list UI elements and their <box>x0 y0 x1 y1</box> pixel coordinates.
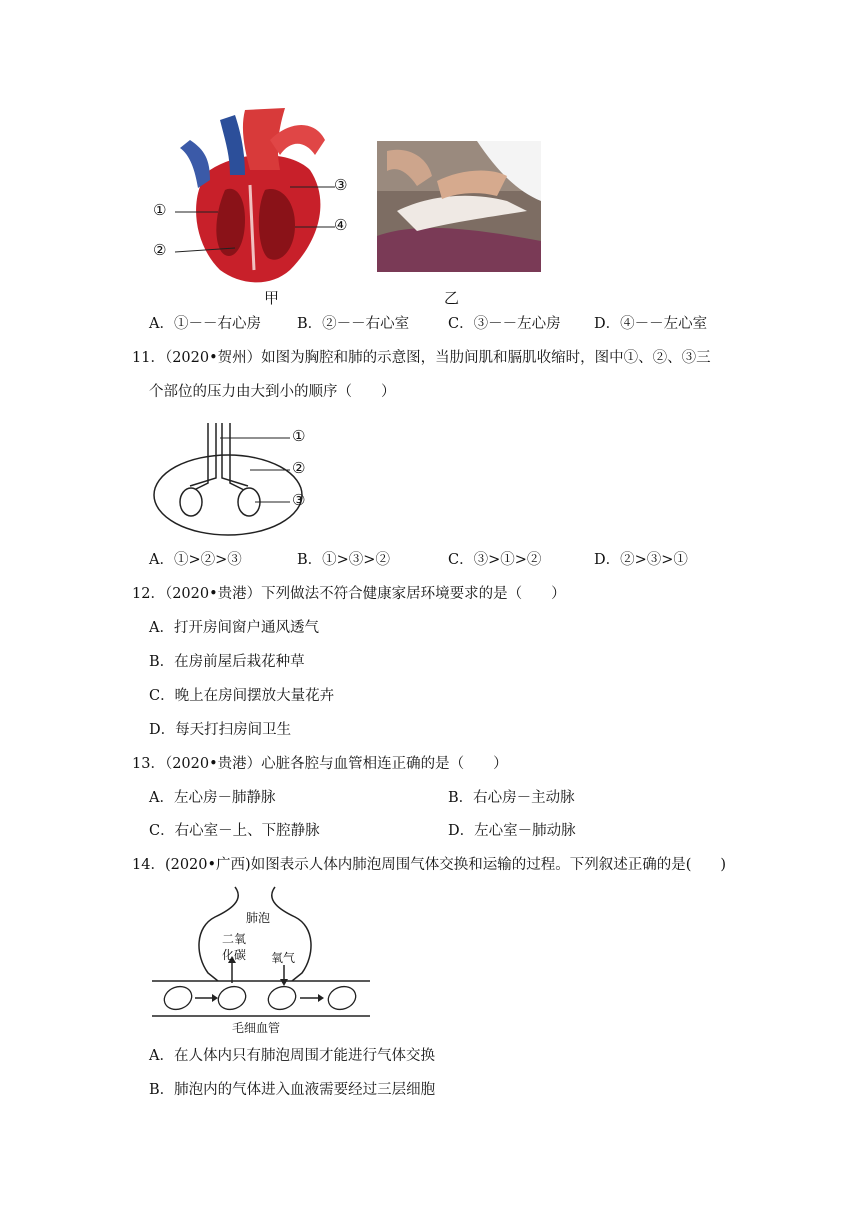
figure-caption-yi: 乙 <box>444 289 460 307</box>
alveolus-label: 肺泡 <box>246 911 271 925</box>
co2-label-line1: 二氧 <box>222 932 247 946</box>
heart-figure <box>150 100 360 290</box>
q13-option-b: B．右心房－主动脉 <box>448 790 575 806</box>
q11-option-b: B．①>③>② <box>297 552 390 568</box>
alveolus-figure <box>150 885 372 1037</box>
q11-option-d: D．②>③>① <box>594 552 688 568</box>
pulse-photo <box>377 141 541 272</box>
q12-option-a: A．打开房间窗户通风透气 <box>149 620 319 636</box>
q11-option-c: C．③>①>② <box>448 552 542 568</box>
q13-stem: 13．（2020•贵港）心脏各腔与血管相连正确的是（ ） <box>132 756 508 772</box>
q13-option-d: D．左心室－肺动脉 <box>448 823 576 839</box>
q10-option-a: A．①－－右心房 <box>149 316 261 332</box>
q14-stem: 14．(2020•广西)如图表示人体内肺泡周围气体交换和运输的过程。下列叙述正确的是( ) <box>132 857 727 873</box>
q10-option-d: D．④－－左心室 <box>594 316 708 332</box>
q13-option-c: C．右心室－上、下腔静脉 <box>149 823 320 839</box>
chest-label-1: ① <box>292 427 306 445</box>
oxygen-label: 氧气 <box>271 951 296 965</box>
heart-label-3: ③ <box>334 176 348 194</box>
capillary-label: 毛细血管 <box>232 1021 281 1035</box>
heart-label-2: ② <box>153 241 167 259</box>
q14-option-b: B．肺泡内的气体进入血液需要经过三层细胞 <box>149 1082 436 1098</box>
chest-label-3: ③ <box>292 491 306 509</box>
heart-diagram-svg <box>150 100 360 290</box>
q10-option-c: C．③－－左心房 <box>448 316 561 332</box>
q11-option-a: A．①>②>③ <box>149 552 242 568</box>
alveolus-svg <box>150 885 372 1037</box>
q11-stem-line2: 个部位的压力由大到小的顺序（ ） <box>149 384 396 400</box>
q10-option-b: B．②－－右心室 <box>297 316 410 332</box>
q12-option-c: C．晚上在房间摆放大量花卉 <box>149 688 335 704</box>
q11-stem-line1: 11．（2020•贺州）如图为胸腔和肺的示意图，当肋间肌和膈肌收缩时，图中①、②、③三 <box>132 350 711 366</box>
co2-label-line2: 化碳 <box>222 948 247 962</box>
chest-label-2: ② <box>292 459 306 477</box>
figure-caption-jia: 甲 <box>264 289 280 307</box>
q12-option-b: B．在房前屋后栽花种草 <box>149 654 305 670</box>
chest-lung-figure <box>150 418 330 538</box>
heart-label-1: ① <box>153 201 167 219</box>
q14-option-a: A．在人体内只有肺泡周围才能进行气体交换 <box>149 1048 435 1064</box>
q13-option-a: A．左心房－肺静脉 <box>149 790 276 806</box>
q12-option-d: D．每天打扫房间卫生 <box>149 722 292 738</box>
pulse-photo-svg <box>377 141 541 272</box>
q12-stem: 12．（2020•贵港）下列做法不符合健康家居环境要求的是（ ） <box>132 586 566 602</box>
heart-label-4: ④ <box>334 216 348 234</box>
